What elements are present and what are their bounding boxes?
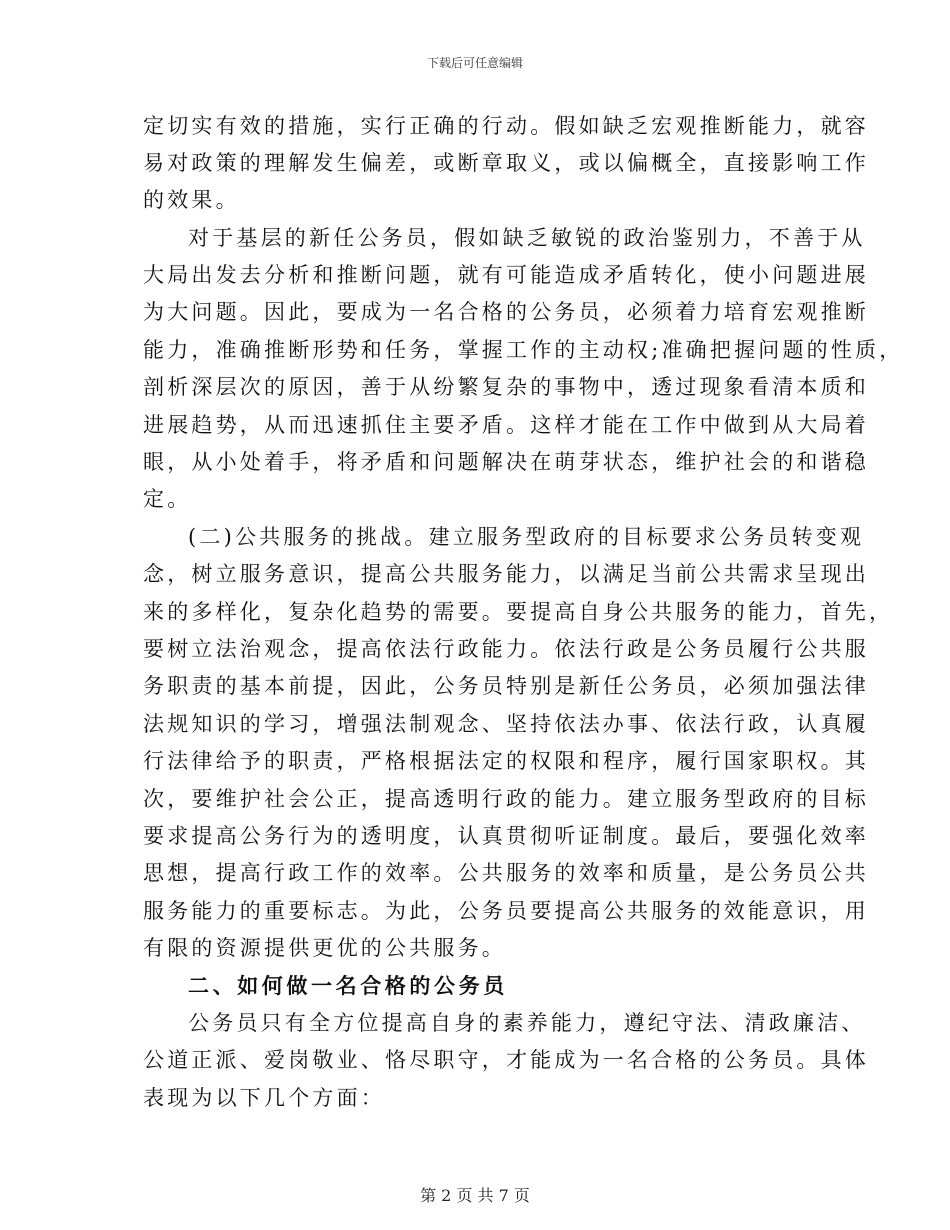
paragraph-line: 务职责的基本前提，因此，公务员特别是新任公务员，必须加强法律 <box>143 674 869 698</box>
paragraph-line: 行法律给予的职责，严格根据法定的权限和程序，履行国家职权。其 <box>143 749 869 773</box>
paragraph-line: 的效果。 <box>143 188 240 212</box>
paragraph-line: (二)公共服务的挑战。建立服务型政府的目标要求公务员转变观 <box>188 525 865 549</box>
paragraph-line: 来的多样化，复杂化趋势的需要。要提高自身公共服务的能力，首先， <box>143 600 894 624</box>
paragraph-line: 法规知识的学习，增强法制观念、坚持依法办事、依法行政，认真履 <box>143 712 869 736</box>
paragraph-line: 公务员只有全方位提高自身的素养能力，遵纪守法、清政廉洁、 <box>188 1011 866 1035</box>
paragraph-line: 易对政策的理解发生偏差，或断章取义，或以偏概全，直接影响工作 <box>143 151 869 175</box>
paragraph-line: 要求提高公务行为的透明度，认真贯彻听证制度。最后，要强化效率 <box>143 824 869 848</box>
paragraph-line: 能力，准确推断形势和任务，掌握工作的主动权;准确把握问题的性质， <box>143 338 904 362</box>
paragraph-line: 剖析深层次的原因，善于从纷繁复杂的事物中，透过现象看清本质和 <box>143 375 869 399</box>
paragraph-line: 定。 <box>143 487 192 511</box>
paragraph-line: 要树立法治观念，提高依法行政能力。依法行政是公务员履行公共服 <box>143 637 869 661</box>
paragraph-line: 对于基层的新任公务员，假如缺乏敏锐的政治鉴别力，不善于从 <box>188 226 866 250</box>
paragraph-line: 进展趋势，从而迅速抓住主要矛盾。这样才能在工作中做到从大局着 <box>143 413 869 437</box>
paragraph-line: 思想，提高行政工作的效率。公共服务的效率和质量，是公务员公共 <box>143 861 869 885</box>
page-indicator: 第 2 页 共 7 页 <box>420 1186 530 1205</box>
paragraph-line: 公道正派、爱岗敬业、恪尽职守，才能成为一名合格的公务员。具体 <box>143 1048 869 1072</box>
paragraph-line: 为大问题。因此，要成为一名合格的公务员，必须着力培育宏观推断 <box>143 300 869 324</box>
paragraph-line: 有限的资源提供更优的公共服务。 <box>143 936 506 960</box>
paragraph-line: 念，树立服务意识，提高公共服务能力，以满足当前公共需求呈现出 <box>143 562 869 586</box>
paragraph-line: 次，要维护社会公正，提高透明行政的能力。建立服务型政府的目标 <box>143 787 869 811</box>
paragraph-line: 定切实有效的措施，实行正确的行动。假如缺乏宏观推断能力，就容 <box>143 114 869 138</box>
paragraph-line: 服务能力的重要标志。为此，公务员要提高公共服务的效能意识，用 <box>143 899 869 923</box>
page-header-note: 下载后可任意编辑 <box>426 56 523 70</box>
paragraph-line: 大局出发去分析和推断问题，就有可能造成矛盾转化，使小问题进展 <box>143 263 869 287</box>
section-heading: 二、如何做一名合格的公务员 <box>188 973 508 998</box>
paragraph-line: 表现为以下几个方面： <box>143 1086 385 1110</box>
paragraph-line: 眼，从小处着手，将矛盾和问题解决在萌芽状态，维护社会的和谐稳 <box>143 450 869 474</box>
